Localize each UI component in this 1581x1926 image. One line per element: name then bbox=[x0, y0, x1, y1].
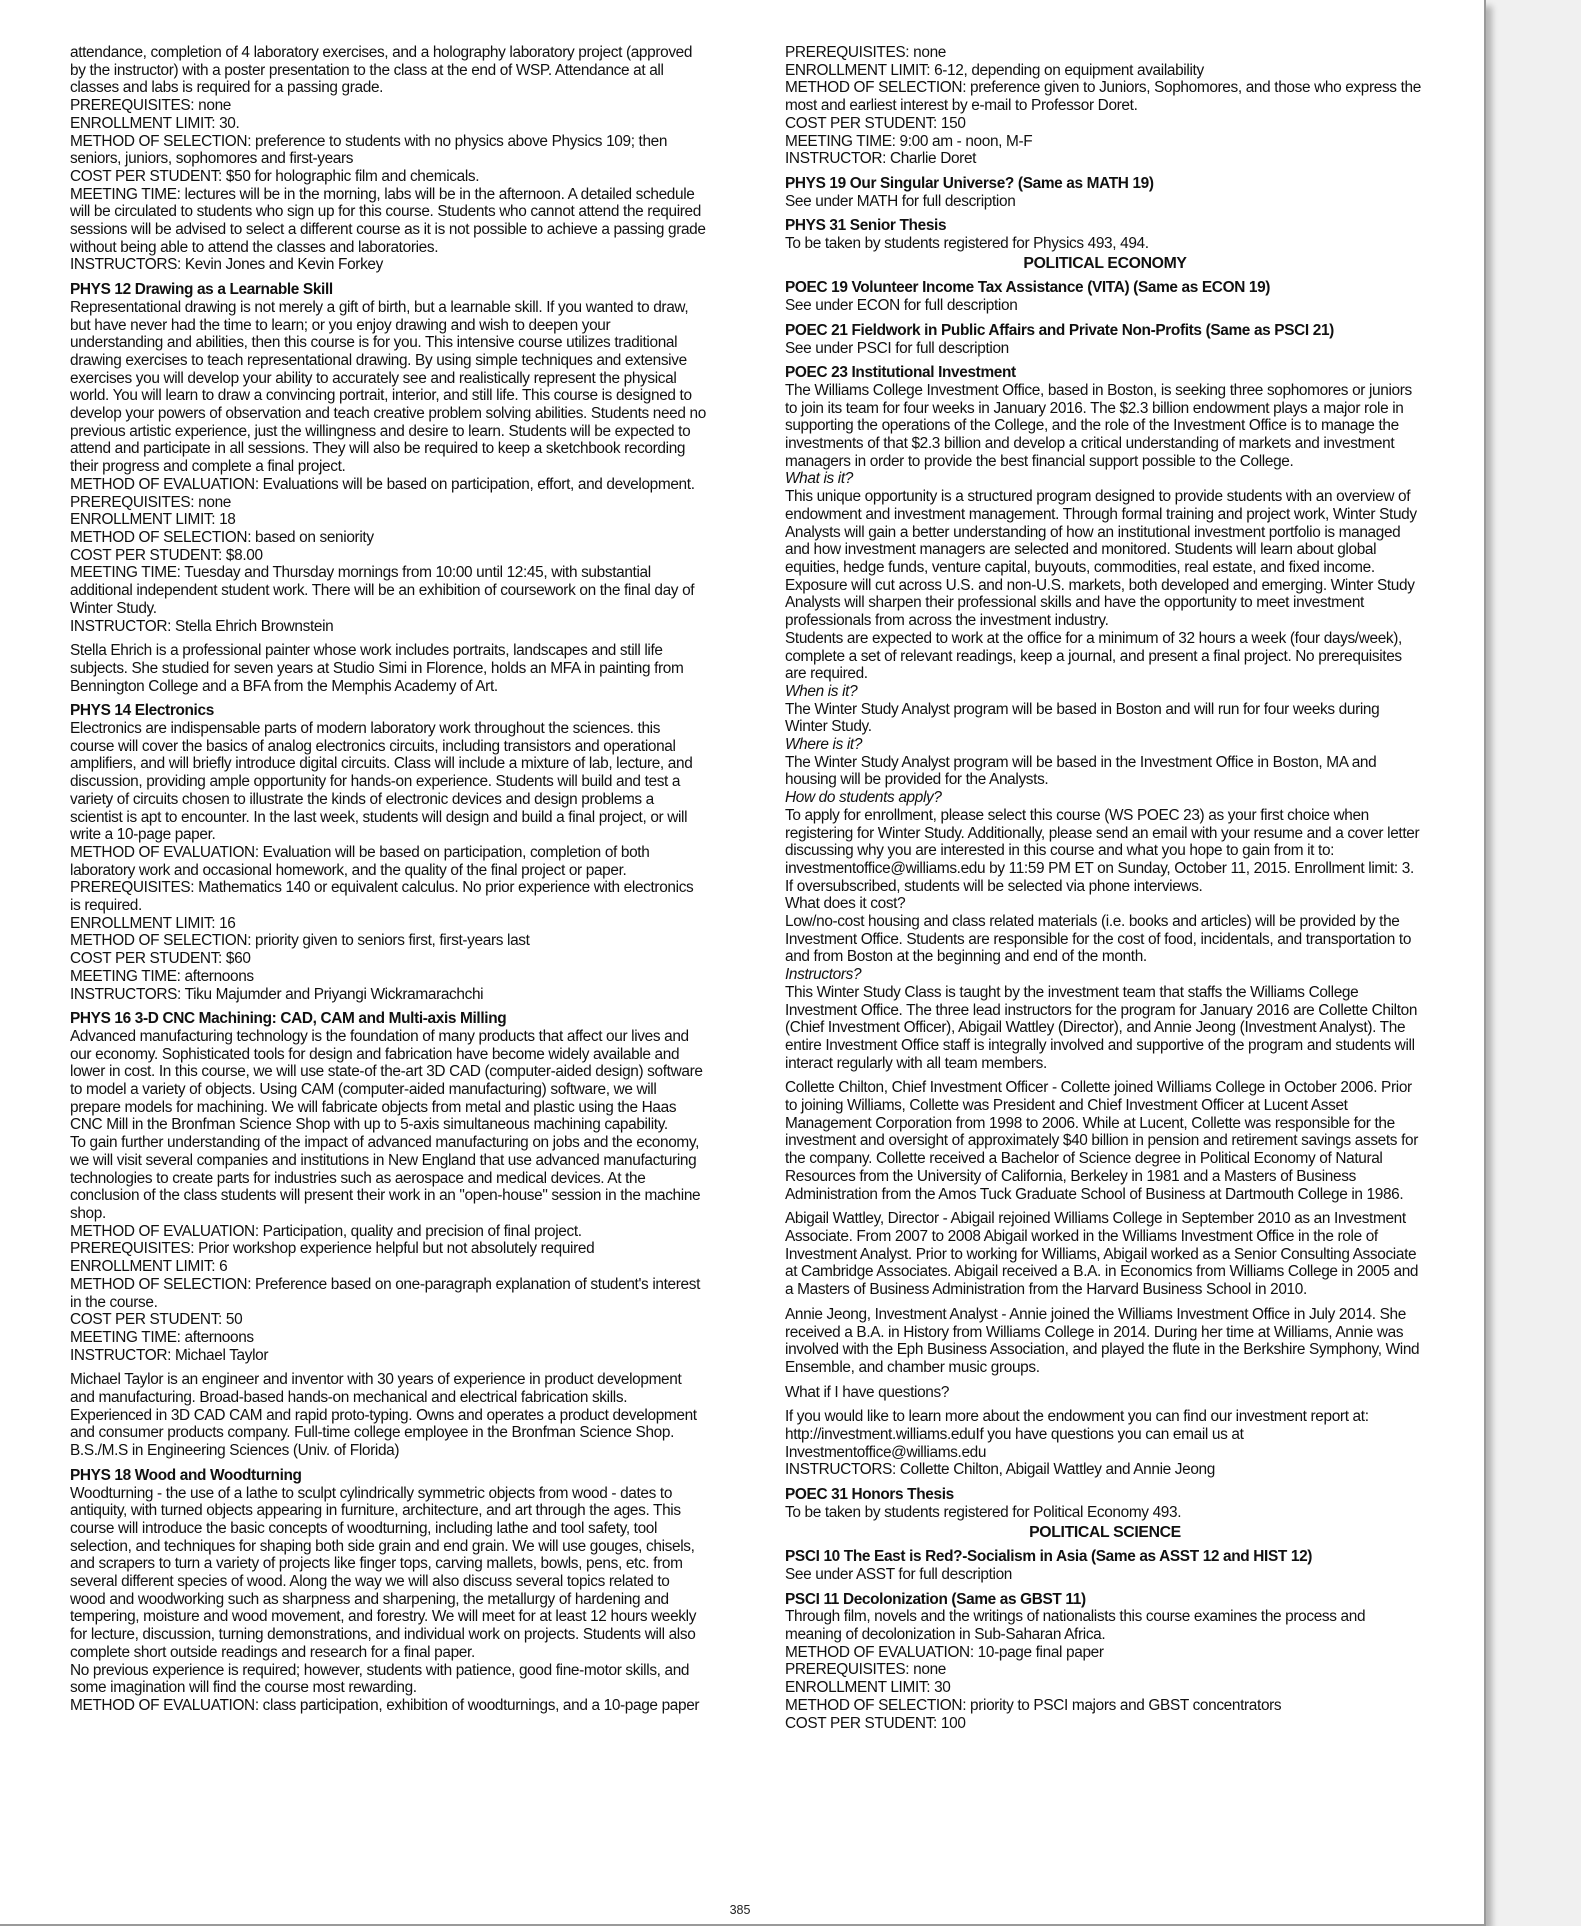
paragraph: METHOD OF EVALUATION: class participation, exhibition of woodturnings, and a 10-page paper bbox=[70, 1696, 700, 1714]
course-heading: POEC 23 Institutional Investment bbox=[785, 364, 1016, 382]
subheading: When is it? bbox=[785, 682, 858, 700]
left-column bbox=[70, 44, 706, 1715]
paragraph: PREREQUISITES: Prior workshop experience helpful but not absolutely required bbox=[70, 1240, 595, 1258]
paragraph: See under ECON for full description bbox=[785, 297, 1018, 315]
paragraph: ENROLLMENT LIMIT: 6 bbox=[70, 1258, 228, 1276]
course-heading: POEC 21 Fieldwork in Public Affairs and Private Non-Profits (Same as PSCI 21) bbox=[785, 321, 1334, 339]
paragraph: What if I have questions? bbox=[785, 1383, 950, 1401]
course-heading: POEC 31 Honors Thesis bbox=[785, 1486, 954, 1504]
paragraph: To be taken by students registered for Physics 493, 494. bbox=[785, 235, 1149, 253]
paragraph: INSTRUCTORS: Tiku Majumder and Priyangi Wickramarachchi bbox=[70, 985, 484, 1003]
paragraph: Annie Jeong, Investment Analyst - Annie joined the Williams Investment Office in July 2014. She received a B.A. in History from Williams College in 2014. During her time at Williams, Annie was involved with the Eph Business Association, and played the flute in the Berkshire Symphony, Wind Ensemble, and chamber music groups. bbox=[785, 1305, 1420, 1376]
course-heading: POEC 19 Volunteer Income Tax Assistance (VITA) (Same as ECON 19) bbox=[785, 279, 1271, 297]
paragraph: METHOD OF EVALUATION: 10-page final paper bbox=[785, 1643, 1104, 1661]
paragraph: METHOD OF SELECTION: preference to students with no physics above Physics 109; then seniors, juniors, sophomores and first-years bbox=[70, 132, 668, 168]
paragraph: METHOD OF SELECTION: Preference based on one-paragraph explanation of student's interest in the course. bbox=[70, 1275, 700, 1311]
paragraph: If you would like to learn more about the endowment you can find our investment report at: http://investment.williams.eduIf you have questions you can email us at Investmentoffice@williams.edu bbox=[785, 1408, 1369, 1461]
paragraph: PREREQUISITES: none bbox=[785, 1661, 947, 1679]
course-heading: PHYS 19 Our Singular Universe? (Same as MATH 19) bbox=[785, 174, 1154, 192]
paragraph: PREREQUISITES: none bbox=[70, 493, 232, 511]
page-number: 385 bbox=[729, 1903, 751, 1917]
paragraph: ENROLLMENT LIMIT: 18 bbox=[70, 511, 236, 529]
paragraph: ENROLLMENT LIMIT: 6-12, depending on equipment availability bbox=[785, 61, 1204, 79]
paragraph: INSTRUCTOR: Charlie Doret bbox=[785, 150, 977, 168]
paragraph: What does it cost? bbox=[785, 895, 906, 913]
paragraph: This Winter Study Class is taught by the investment team that staffs the Williams College Investment Office. The three lead instructors for the program for January 2016 are Collette Chilton (Chief Investment Officer), Abigail Wattley (Director), and Annie Jeong (Investment Analyst). The entire Investment Office staff is integrally involved and supportive of the program and students will interact regularly with all team members. bbox=[785, 983, 1418, 1072]
paragraph: To apply for enrollment, please select this course (WS POEC 23) as your first choice when registering for Winter Study. Additionally, please send an email with your resume and a cover letter discussing why you are interested in this course and what you hope to gain from it to: investmentoffice@williams.edu by 11:59 PM ET on Sunday, October 11, 2015. Enrollment limit: 3. If oversubscribed, students will be selected via phone interviews. bbox=[785, 806, 1420, 895]
paragraph: INSTRUCTORS: Kevin Jones and Kevin Forkey bbox=[70, 256, 383, 274]
paragraph: INSTRUCTOR: Michael Taylor bbox=[70, 1346, 269, 1364]
paragraph: MEETING TIME: lectures will be in the morning, labs will be in the afternoon. A detailed schedule will be circulated to students who sign up for this course. Students who cannot attend the required sessions will be advised to select a different course as it is not possible to achieve a passing grade without being able to attend the classes and laboratories. bbox=[70, 185, 706, 256]
paragraph: PREREQUISITES: Mathematics 140 or equivalent calculus. No prior experience with electronics is required. bbox=[70, 879, 694, 915]
paragraph: Representational drawing is not merely a gift of birth, but a learnable skill. If you wanted to draw, but have never had the time to learn; or you enjoy drawing and wish to deepen your understanding and abilities, then this course is for you. This intensive course utilizes traditional drawing exercises to teach representational drawing. By using simple techniques and extensive exercises you will develop your ability to accurately see and realistically represent the physical world. You will learn to draw a convincing portrait, interior, and still life. This course is designed to develop your powers of observation and teach creative problem solving abilities. Students need no previous artistic experience, just the willingness and desire to learn. Students will be expected to attend and participate in all sessions. They will also be required to keep a sketchbook recording their progress and complete a final project. bbox=[70, 298, 706, 476]
paragraph: Abigail Wattley, Director - Abigail rejoined Williams College in September 2010 as an Investment Associate. From 2007 to 2008 Abigail worked in the Williams Investment Office in the role of Investment Analyst. Prior to working for Williams, Abigail worked as a Senior Consulting Associate at Cambridge Associates. Abigail received a B.A. in Economics from Williams College in 2005 and a Masters of Business Administration from the Harvard Business School in 2010. bbox=[785, 1210, 1419, 1299]
paragraph: MEETING TIME: afternoons bbox=[70, 967, 254, 985]
paragraph: See under PSCI for full description bbox=[785, 339, 1009, 357]
subheading: What is it? bbox=[785, 470, 853, 488]
paragraph: INSTRUCTORS: Collette Chilton, Abigail Wattley and Annie Jeong bbox=[785, 1461, 1215, 1479]
subheading: Instructors? bbox=[785, 966, 862, 984]
paragraph: PREREQUISITES: none bbox=[70, 97, 232, 115]
paragraph: The Williams College Investment Office, based in Boston, is seeking three sophomores or juniors to join its team for four weeks in January 2016. The $2.3 billion endowment plays a major role in supporting the operations of the College, and the role of the Investment Office is to manage the investments of that $2.3 billion and develop a critical understanding of markets and investment managers in order to provide the best financial support possible to the College. bbox=[785, 381, 1412, 470]
paragraph: Michael Taylor is an engineer and inventor with 30 years of experience in product development and manufacturing. Broad-based hands-on mechanical and electrical fabrication skills. Experienced in 3D CAD CAM and rapid proto-typing. Owns and operates a product development and consumer products company. Full-time college employee in the Bronfman Science Shop. B.S./M.S in Engineering Sciences (Univ. of Florida) bbox=[70, 1371, 697, 1460]
paragraph: Electronics are indispensable parts of modern laboratory work throughout the sciences. this course will cover the basics of analog electronics circuits, including transistors and operational amplifiers, and will briefly introduce digital circuits. Class will include a mixture of lab, lecture, and discussion, providing ample opportunity for hands-on experience. Students will build and test a variety of circuits chosen to illustrate the kinds of electronic devices and design problems a scientist is apt to encounter. In the last week, students will design and build a final project, or will write a 10-page paper. bbox=[70, 720, 693, 844]
paragraph: ENROLLMENT LIMIT: 16 bbox=[70, 914, 236, 932]
subheading: How do students apply? bbox=[785, 789, 942, 807]
paragraph: Advanced manufacturing technology is the foundation of many products that affect our lives and our economy. Sophisticated tools for design and fabrication have become widely available and lower in cost. In this course, we will use state-of the-art 3D CAD (computer-aided design) software to model a variety of objects. Using CAM (computer-aided manufacturing) software, we will prepare models for machining. We will fabricate objects from metal and plastic using the Haas CNC Mill in the Bronfman Science Shop with up to 5-axis simultaneous machining capability. bbox=[70, 1027, 703, 1134]
paragraph: To gain further understanding of the impact of advanced manufacturing on jobs and the economy, we will visit several companies and institutions in New England that use advanced manufacturing technologies to create parts for industries such as aerospace and medical devices. At the conclusion of the class students will present their work in an "open-house" session in the machine shop. bbox=[70, 1134, 701, 1222]
paragraph: This unique opportunity is a structured program designed to provide students with an overview of endowment and investment management. Through formal training and project work, Winter Study Analysts will gain a better understanding of how an institutional investment portfolio is managed and how investment managers are selected and monitored. Students will learn about global equities, hedge funds, venture capital, buyouts, commodities, real estate, and fixed income. Exposure will cut across U.S. and non-U.S. markets, both developed and emerging. Winter Study Analysts will sharpen their professional skills and have the opportunity to meet investment professionals from across the investment industry. bbox=[785, 488, 1417, 630]
paragraph: MEETING TIME: 9:00 am - noon, M-F bbox=[785, 132, 1033, 150]
paragraph: attendance, completion of 4 laboratory exercises, and a holography laboratory project (approved by the instructor) with a poster presentation to the class at the end of WSP. Attendance at all classes and labs is required for a passing grade. bbox=[70, 44, 693, 97]
paragraph: See under MATH for full description bbox=[785, 192, 1016, 210]
paragraph: The Winter Study Analyst program will be based in Boston and will run for four weeks during Winter Study. bbox=[785, 700, 1380, 736]
course-heading: PHYS 18 Wood and Woodturning bbox=[70, 1466, 302, 1484]
right-column bbox=[785, 44, 1425, 1732]
course-heading: PSCI 10 The East is Red?-Socialism in Asia (Same as ASST 12 and HIST 12) bbox=[785, 1548, 1313, 1566]
paragraph: The Winter Study Analyst program will be based in the Investment Office in Boston, MA and housing will be provided for the Analysts. bbox=[785, 753, 1377, 789]
paragraph: METHOD OF EVALUATION: Participation, quality and precision of final project. bbox=[70, 1222, 582, 1240]
paragraph: INSTRUCTOR: Stella Ehrich Brownstein bbox=[70, 617, 334, 635]
course-heading: PHYS 14 Electronics bbox=[70, 702, 214, 720]
paragraph: METHOD OF EVALUATION: Evaluation will be based on participation, completion of both laboratory work and occasional homework, and the quality of the final project or paper. bbox=[70, 843, 650, 879]
course-heading: PSCI 11 Decolonization (Same as GBST 11) bbox=[785, 1590, 1086, 1608]
course-heading: PHYS 16 3-D CNC Machining: CAD, CAM and Multi-axis Milling bbox=[70, 1010, 507, 1028]
subheading: Where is it? bbox=[785, 736, 863, 754]
course-heading: PHYS 31 Senior Thesis bbox=[785, 217, 947, 235]
paragraph: To be taken by students registered for Political Economy 493. bbox=[785, 1503, 1182, 1521]
paragraph: Students are expected to work at the office for a minimum of 32 hours a week (four days/week), complete a set of relevant readings, keep a journal, and present a final project. No prerequisites are required. bbox=[785, 629, 1402, 683]
paragraph: COST PER STUDENT: $8.00 bbox=[70, 546, 263, 564]
paragraph: PREREQUISITES: none bbox=[785, 44, 947, 61]
paragraph: ENROLLMENT LIMIT: 30 bbox=[785, 1679, 951, 1697]
paragraph: Through film, novels and the writings of nationalists this course examines the process and meaning of decolonization in Sub-Saharan Africa. bbox=[785, 1608, 1366, 1644]
paragraph: METHOD OF SELECTION: preference given to Juniors, Sophomores, and those who express the most and earliest interest by e-mail to Professor Doret. bbox=[785, 79, 1421, 115]
section-heading: POLITICAL SCIENCE bbox=[1029, 1523, 1181, 1541]
paragraph: METHOD OF SELECTION: based on seniority bbox=[70, 528, 374, 546]
paragraph: METHOD OF EVALUATION: Evaluations will be based on participation, effort, and development. bbox=[70, 475, 695, 493]
paragraph: ENROLLMENT LIMIT: 30. bbox=[70, 114, 240, 132]
paragraph: METHOD OF SELECTION: priority to PSCI majors and GBST concentrators bbox=[785, 1696, 1282, 1714]
paragraph: COST PER STUDENT: 50 bbox=[70, 1311, 243, 1329]
paragraph: COST PER STUDENT: 150 bbox=[785, 114, 966, 132]
paragraph: Woodturning - the use of a lathe to sculpt cylindrically symmetric objects from wood - dates to antiquity, with turned objects appearing in furniture, architecture, and art through the ages. This course will introduce the basic concepts of woodturning, including lathe and tool safety, tool selection, and techniques for shaping both side grain and end grain. We will use gouges, chisels, and scrapers to turn a variety of projects like finger tops, carving mallets, bowls, pens, etc. from several different species of wood. Along the way we will also discuss several topics related to wood and woodworking such as sharpness and sharpening, the metallurgy of hardening and tempering, moisture and wood movement, and forestry. We will meet for at least 12 hours weekly for lecture, discussion, turning demonstrations, and individual work on projects. Students will also complete short outside readings and research for a final paper. bbox=[70, 1484, 697, 1661]
paragraph: No previous experience is required; however, students with patience, good fine-motor skills, and some imagination will find the course most rewarding. bbox=[70, 1661, 690, 1697]
paragraph: See under ASST for full description bbox=[785, 1565, 1013, 1583]
section-heading: POLITICAL ECONOMY bbox=[1023, 254, 1187, 272]
paragraph: Stella Ehrich is a professional painter whose work includes portraits, landscapes and still life subjects. She studied for seven years at Studio Simi in Florence, holds an MFA in painting from Bennington College and a BFA from the Memphis Academy of Art. bbox=[70, 642, 684, 695]
paragraph: COST PER STUDENT: $60 bbox=[70, 950, 251, 968]
paragraph: Collette Chilton, Chief Investment Officer - Collette joined Williams College in October 2006. Prior to joining Williams, Collette was President and Chief Investment Officer at Lucent Asset Management Corporation from 1998 to 2006. While at Lucent, Collette was responsible for the investment and oversight of approximately $40 billion in pension and retirement savings assets for the company. Collette received a Bachelor of Science degree in Political Economy of Natural Resources from the University of California, Berkeley in 1981 and a Masters of Business Administration from the Amos Tuck Graduate School of Business at Dartmouth College in 1986. bbox=[785, 1079, 1418, 1203]
paragraph: COST PER STUDENT: 100 bbox=[785, 1714, 966, 1732]
course-heading: PHYS 12 Drawing as a Learnable Skill bbox=[70, 281, 333, 299]
paragraph: METHOD OF SELECTION: priority given to seniors first, first-years last bbox=[70, 932, 530, 950]
paragraph: COST PER STUDENT: $50 for holographic film and chemicals. bbox=[70, 167, 480, 185]
paragraph: Low/no-cost housing and class related materials (i.e. books and articles) will be provided by the Investment Office. Students are responsible for the cost of food, incidentals, and transportation to and from Boston at the beginning and end of the month. bbox=[785, 913, 1412, 966]
paragraph: MEETING TIME: Tuesday and Thursday mornings from 10:00 until 12:45, with substantial additional independent student work. There will be an exhibition of coursework on the final day of Winter Study. bbox=[70, 564, 695, 617]
paragraph: MEETING TIME: afternoons bbox=[70, 1328, 254, 1346]
